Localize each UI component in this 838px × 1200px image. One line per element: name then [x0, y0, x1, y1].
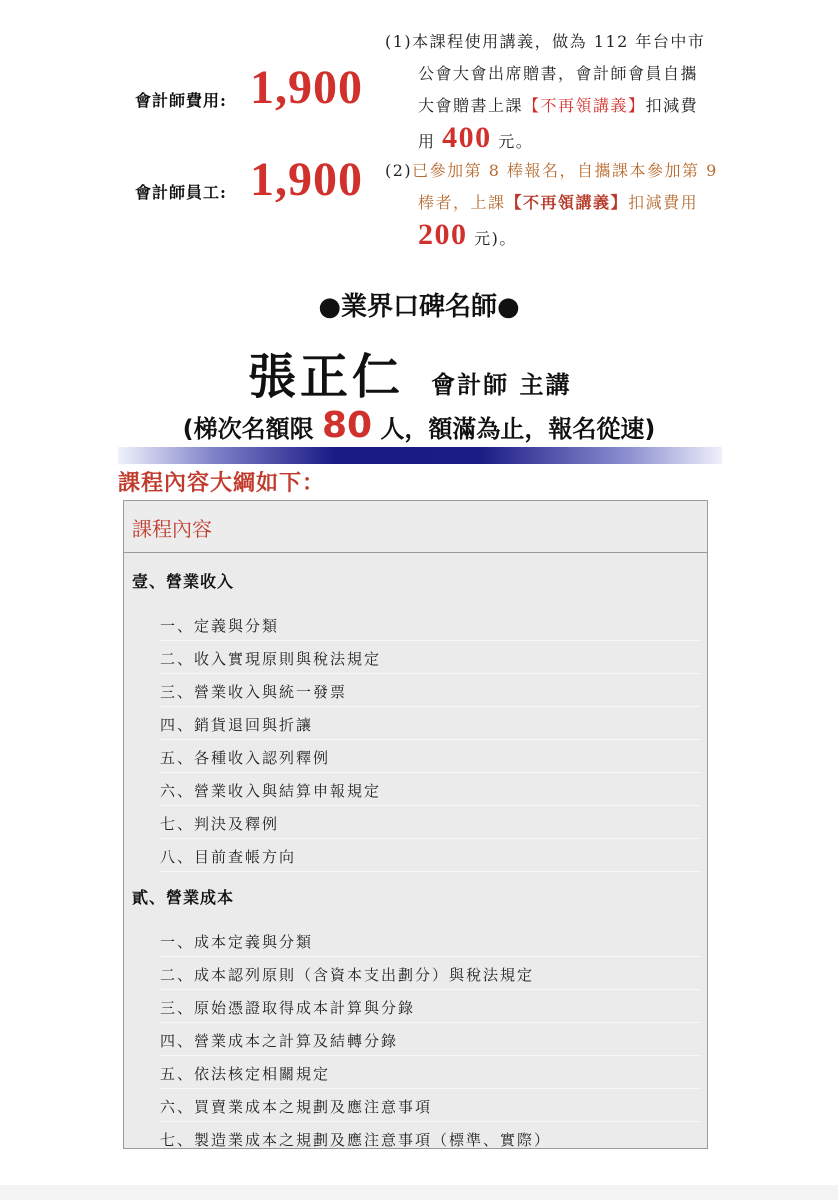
- list-item: 二、收入實現原則與稅法規定: [160, 648, 701, 674]
- list-item: 六、買賣業成本之規劃及應注意事項: [160, 1096, 701, 1122]
- speaker-name: 張正仁: [248, 349, 405, 405]
- list-item: 六、營業收入與結算申報規定: [160, 780, 701, 806]
- note-2-text-2a: 棒者，上課: [418, 193, 506, 212]
- note-1-bracket-close: 】: [628, 96, 646, 115]
- outline-table-header: 課程內容: [124, 501, 707, 553]
- note-1-line-4: [385, 122, 755, 158]
- note-2-line-1: [385, 155, 755, 187]
- seat-limit-suffix: 人，額滿為止，報名從速): [372, 415, 656, 443]
- note-1-text-3b: 扣減費: [645, 96, 699, 115]
- note-1-text-3a: 大會贈書上課: [418, 96, 524, 115]
- list-item: 七、製造業成本之規劃及應注意事項（標準、實際）: [160, 1131, 552, 1149]
- list-item: 一、定義與分類: [160, 615, 701, 641]
- list-item: 四、銷貨退回與折讓: [160, 714, 701, 740]
- note-2-marker: (2): [385, 161, 413, 180]
- fee-label-cpa: 會計師費用:: [135, 91, 227, 110]
- list-item: 二、成本認列原則（含資本支出劃分）與稅法規定: [160, 964, 701, 990]
- note-2-bracket-open: 【: [505, 193, 524, 212]
- course-outline-table: [123, 500, 708, 1149]
- note-1-line-2: 公會大會出席贈書，會計師會員自攜: [418, 64, 699, 83]
- fee-label-staff: 會計師員工:: [135, 183, 227, 202]
- seat-limit-prefix: (梯次名額限: [182, 415, 322, 443]
- note-2-bracket-close: 】: [610, 193, 629, 212]
- note-1-amount: 400: [442, 121, 492, 154]
- note-1-marker: (1): [385, 32, 413, 51]
- note-1-line-1: [385, 26, 755, 58]
- section-title: 壹、營業收入: [132, 572, 235, 591]
- list-item: 五、依法核定相關規定: [160, 1063, 701, 1089]
- list-item: 三、原始憑證取得成本計算與分錄: [160, 997, 701, 1023]
- page-bottom-strip: [0, 1185, 838, 1200]
- note-1: [385, 26, 755, 158]
- list-item: 三、營業收入與統一發票: [160, 681, 701, 707]
- note-1-text-4a: 用: [418, 132, 436, 151]
- note-1-bracket-open: 【: [523, 96, 541, 115]
- seat-limit: [0, 405, 838, 446]
- note-2-text-1: 已參加第 8 棒報名，自攜課本參加第 9: [412, 161, 718, 180]
- outline-heading: 課程內容大綱如下：: [118, 471, 326, 496]
- note-2-highlight: 不再領講義: [523, 193, 611, 212]
- speaker-line: [248, 338, 571, 407]
- note-2-text-2b: 扣減費用: [628, 193, 699, 212]
- note-2-line-2: [385, 187, 755, 219]
- fee-amount-cpa: 1,900: [250, 61, 363, 114]
- list-item: 四、營業成本之計算及結轉分錄: [160, 1030, 701, 1056]
- tagline: ●業界口碑名師●: [318, 292, 520, 322]
- seat-limit-number: 80: [321, 405, 373, 446]
- note-1-text-1: 本課程使用講義，做為 112 年台中市: [412, 32, 706, 51]
- fee-amount-staff: 1,900: [250, 153, 363, 206]
- note-1-line-3: [385, 90, 755, 122]
- speaker-role: 會計師 主講: [431, 370, 572, 399]
- list-item: 一、成本定義與分類: [160, 931, 701, 957]
- section-title: 貳、營業成本: [132, 888, 235, 907]
- note-2: [385, 155, 755, 255]
- list-item: 八、目前查帳方向: [160, 846, 701, 872]
- note-2-amount: 200: [418, 218, 468, 251]
- list-item: 七、判決及釋例: [160, 813, 701, 839]
- note-2-line-3: [385, 219, 755, 255]
- decorative-gradient-bar: [118, 447, 722, 464]
- note-1-text-4b: 元。: [498, 132, 534, 151]
- note-1-highlight: 不再領講義: [540, 96, 629, 115]
- list-item: 五、各種收入認列釋例: [160, 747, 701, 773]
- note-2-text-3b: 元)。: [474, 229, 517, 248]
